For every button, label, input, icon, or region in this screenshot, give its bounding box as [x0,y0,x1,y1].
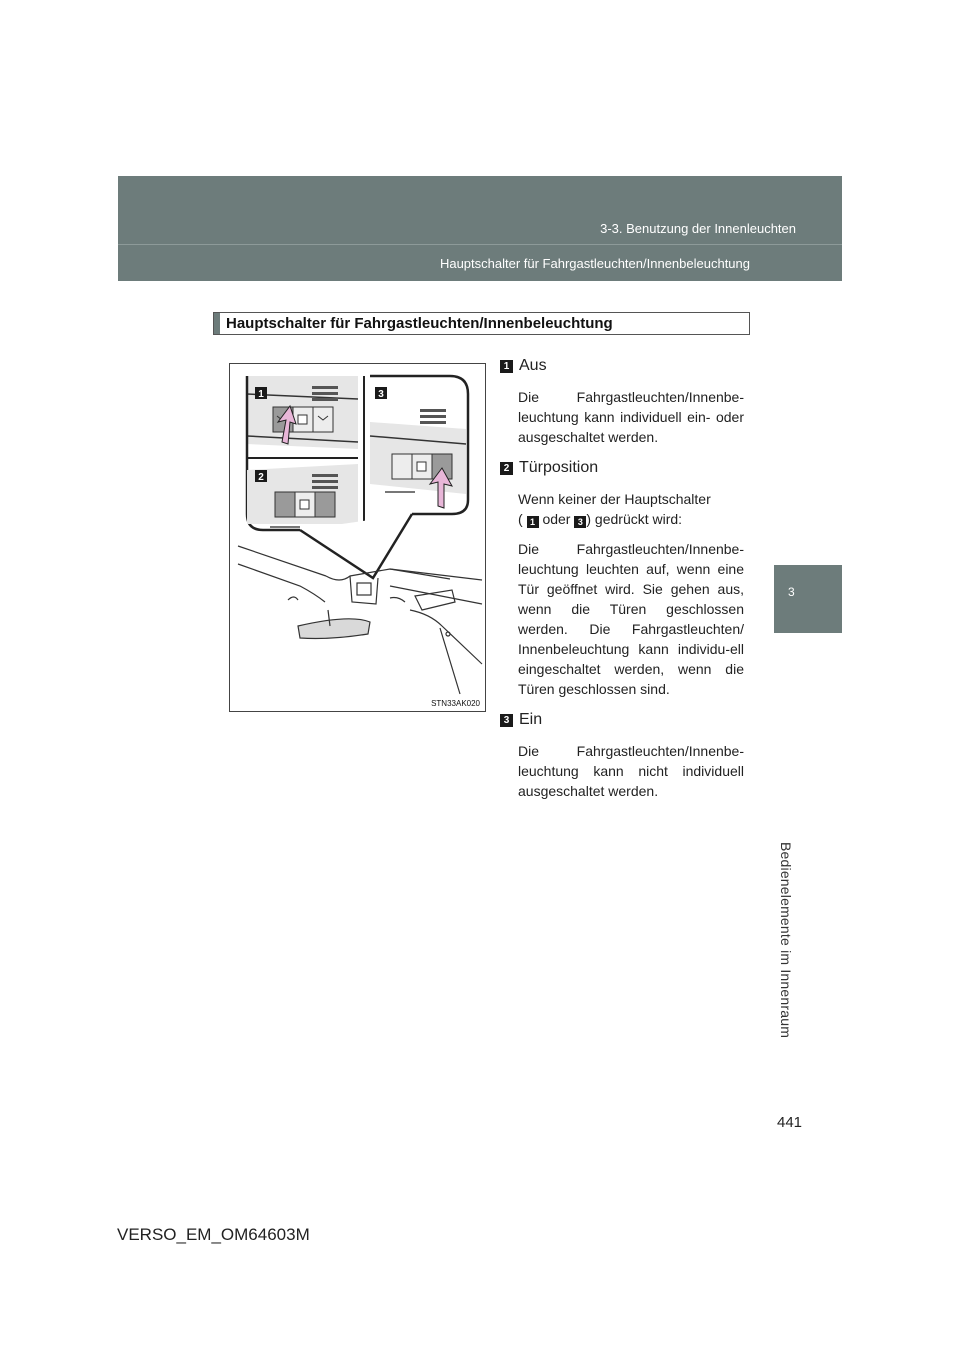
page-number: 441 [777,1114,803,1131]
figure-switch-illustration [229,363,486,712]
figure-code: STN33AK020 [431,699,480,708]
section-label: 3-3. Benutzung der Innenleuchten [600,221,796,236]
item-2-badge: 2 [500,462,513,475]
item-2-heading [500,459,744,477]
figure-label-3: 3 [378,389,384,400]
chapter-number: 3 [788,585,795,599]
panel-1 [247,376,358,449]
ref-close: ) gedrückt wird: [586,511,683,527]
title-accent [214,313,220,334]
item-3-title: Ein [519,711,543,728]
item-2-text: Die Fahrgastleuchten/Innenbe-leuchtung leuchten auf, wenn eine Tür geöffnet wird. Sie gehen aus, wenn die Türen geschlossen werden. Die Fahrgastleuchten/ Innenbeleuchtung kann individu-ell eingeschaltet werden, wenn die Türen geschlossen sind. [518,541,744,697]
ref-badge-3: 3 [574,516,586,528]
item-1-badge: 1 [500,360,513,373]
item-1-text: Die Fahrgastleuchten/Innenbe-leuchtung kann individuell ein- oder ausgeschaltet werden. [518,389,744,445]
subsection-label: Hauptschalter für Fahrgastleuchten/Innenbeleuchtung [439,256,750,271]
document-code: VERSO_EM_OM64603M [117,1225,310,1244]
ref-badge-1: 1 [527,516,539,528]
item-1-title: Aus [519,357,547,374]
section-title: Hauptschalter für Fahrgastleuchten/Innenbeleuchtung [226,315,613,332]
item-3-text: Die Fahrgastleuchten/Innenbe-leuchtung kann nicht individuell ausgeschaltet werden. [518,743,744,799]
panel-3 [370,409,466,494]
item-1-heading [500,357,744,375]
content-column [500,357,744,801]
figure-label-1: 1 [258,389,264,400]
item-3-heading [500,711,744,729]
section-title-box [213,312,750,335]
item-2-condition-text: Wenn keiner der Hauptschalter [518,491,711,507]
item-2-title: Türposition [519,459,599,476]
ref-open: ( [518,511,523,527]
item-3-badge: 3 [500,714,513,727]
switch-illustration [230,364,485,711]
header-divider [118,244,842,245]
chapter-title-text: Bedienelemente im Innenraum [778,842,794,1039]
ref-mid: oder [542,511,571,527]
item-2-condition [518,489,744,529]
chapter-tab [774,565,842,633]
figure-label-2: 2 [258,472,264,483]
